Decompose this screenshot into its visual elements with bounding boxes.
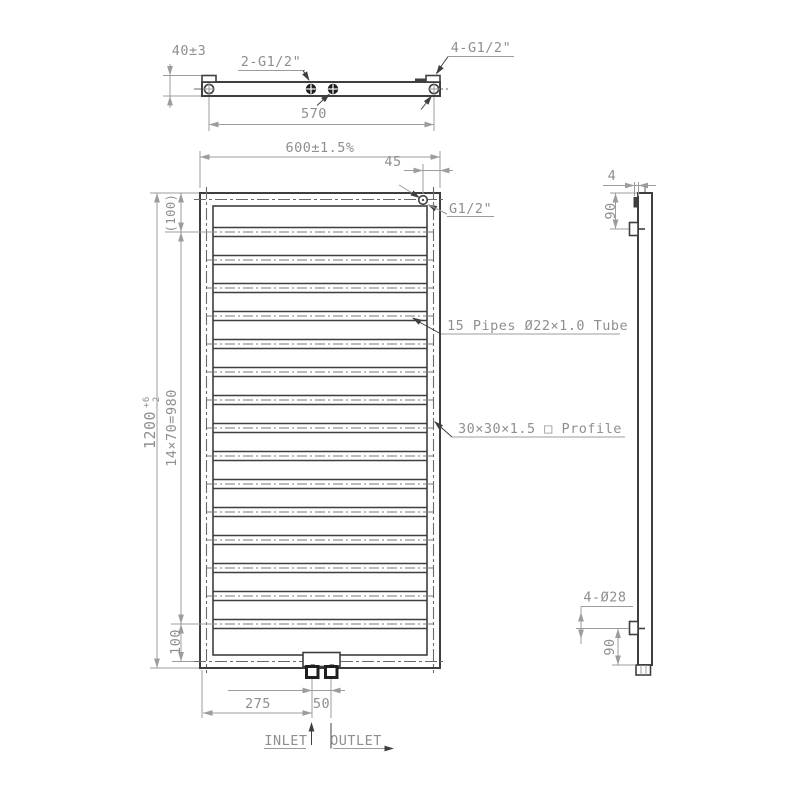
dim-bottom-offset-label: 100 <box>168 629 184 655</box>
label-center-ports-text: 2-G1/2" <box>240 54 302 70</box>
center-port-right <box>328 84 338 94</box>
center-port-left <box>306 84 316 94</box>
dim-bottom-ports <box>202 670 345 718</box>
label-corner-ports-text: 4-G1/2" <box>450 40 512 56</box>
label-profile <box>432 419 625 437</box>
side-bar <box>638 193 652 665</box>
dim-bracket-bottom-offset-label: 90 <box>602 638 618 656</box>
dim-bar-depth-label: 40±3 <box>171 43 207 59</box>
connection-port-outlet <box>326 665 338 678</box>
connection-block <box>303 653 340 667</box>
dim-height-tol-plus: +6 <box>142 396 152 408</box>
dim-bracket-span-label: 570 <box>301 106 327 122</box>
dim-width <box>200 140 440 188</box>
label-inlet-text: INLET <box>264 733 308 749</box>
connection-port-inlet <box>307 665 319 678</box>
dim-bracket-top-offset-label: 90 <box>603 202 619 220</box>
weld-mark <box>415 79 426 83</box>
label-profile-text: 30×30×1.5 □ Profile <box>458 421 622 437</box>
label-vent-port-text: G1/2" <box>449 201 493 217</box>
dim-height-label: 1200 <box>141 410 159 450</box>
dim-plate-thickness <box>603 168 656 196</box>
top-bar-left-tab <box>202 76 216 83</box>
top-bar-right-tab <box>426 76 440 83</box>
dim-height-tol-minus: -2 <box>152 396 162 408</box>
top-view <box>163 40 514 131</box>
label-pipes-text: 15 Pipes Ø22×1.0 Tube <box>447 318 629 334</box>
dim-width-label: 600±1.5% <box>285 140 355 156</box>
side-foot <box>636 665 651 675</box>
label-bracket-holes-text: 4-Ø28 <box>583 589 627 606</box>
dim-vent-offset-label: 45 <box>384 154 402 170</box>
dim-bracket-span <box>209 97 434 131</box>
vent-port <box>419 196 428 205</box>
label-center-ports <box>238 54 332 106</box>
front-view <box>141 140 628 751</box>
side-top-hook <box>634 197 639 208</box>
label-pipes <box>411 315 629 334</box>
label-bracket-holes <box>576 590 633 645</box>
dim-inlet-offset-label: 275 <box>245 696 271 712</box>
dim-port-spacing-label: 50 <box>312 696 331 712</box>
top-view-bar <box>202 82 440 96</box>
dim-top-offset-label: (100) <box>164 193 178 233</box>
dim-bar-depth <box>163 43 206 108</box>
dim-plate-thickness-label: 4 <box>607 168 617 184</box>
label-outlet-text: OUTLET <box>330 733 382 749</box>
flow-annotations <box>264 722 394 751</box>
dim-pipe-pitch-label: 14×70=980 <box>164 389 180 467</box>
